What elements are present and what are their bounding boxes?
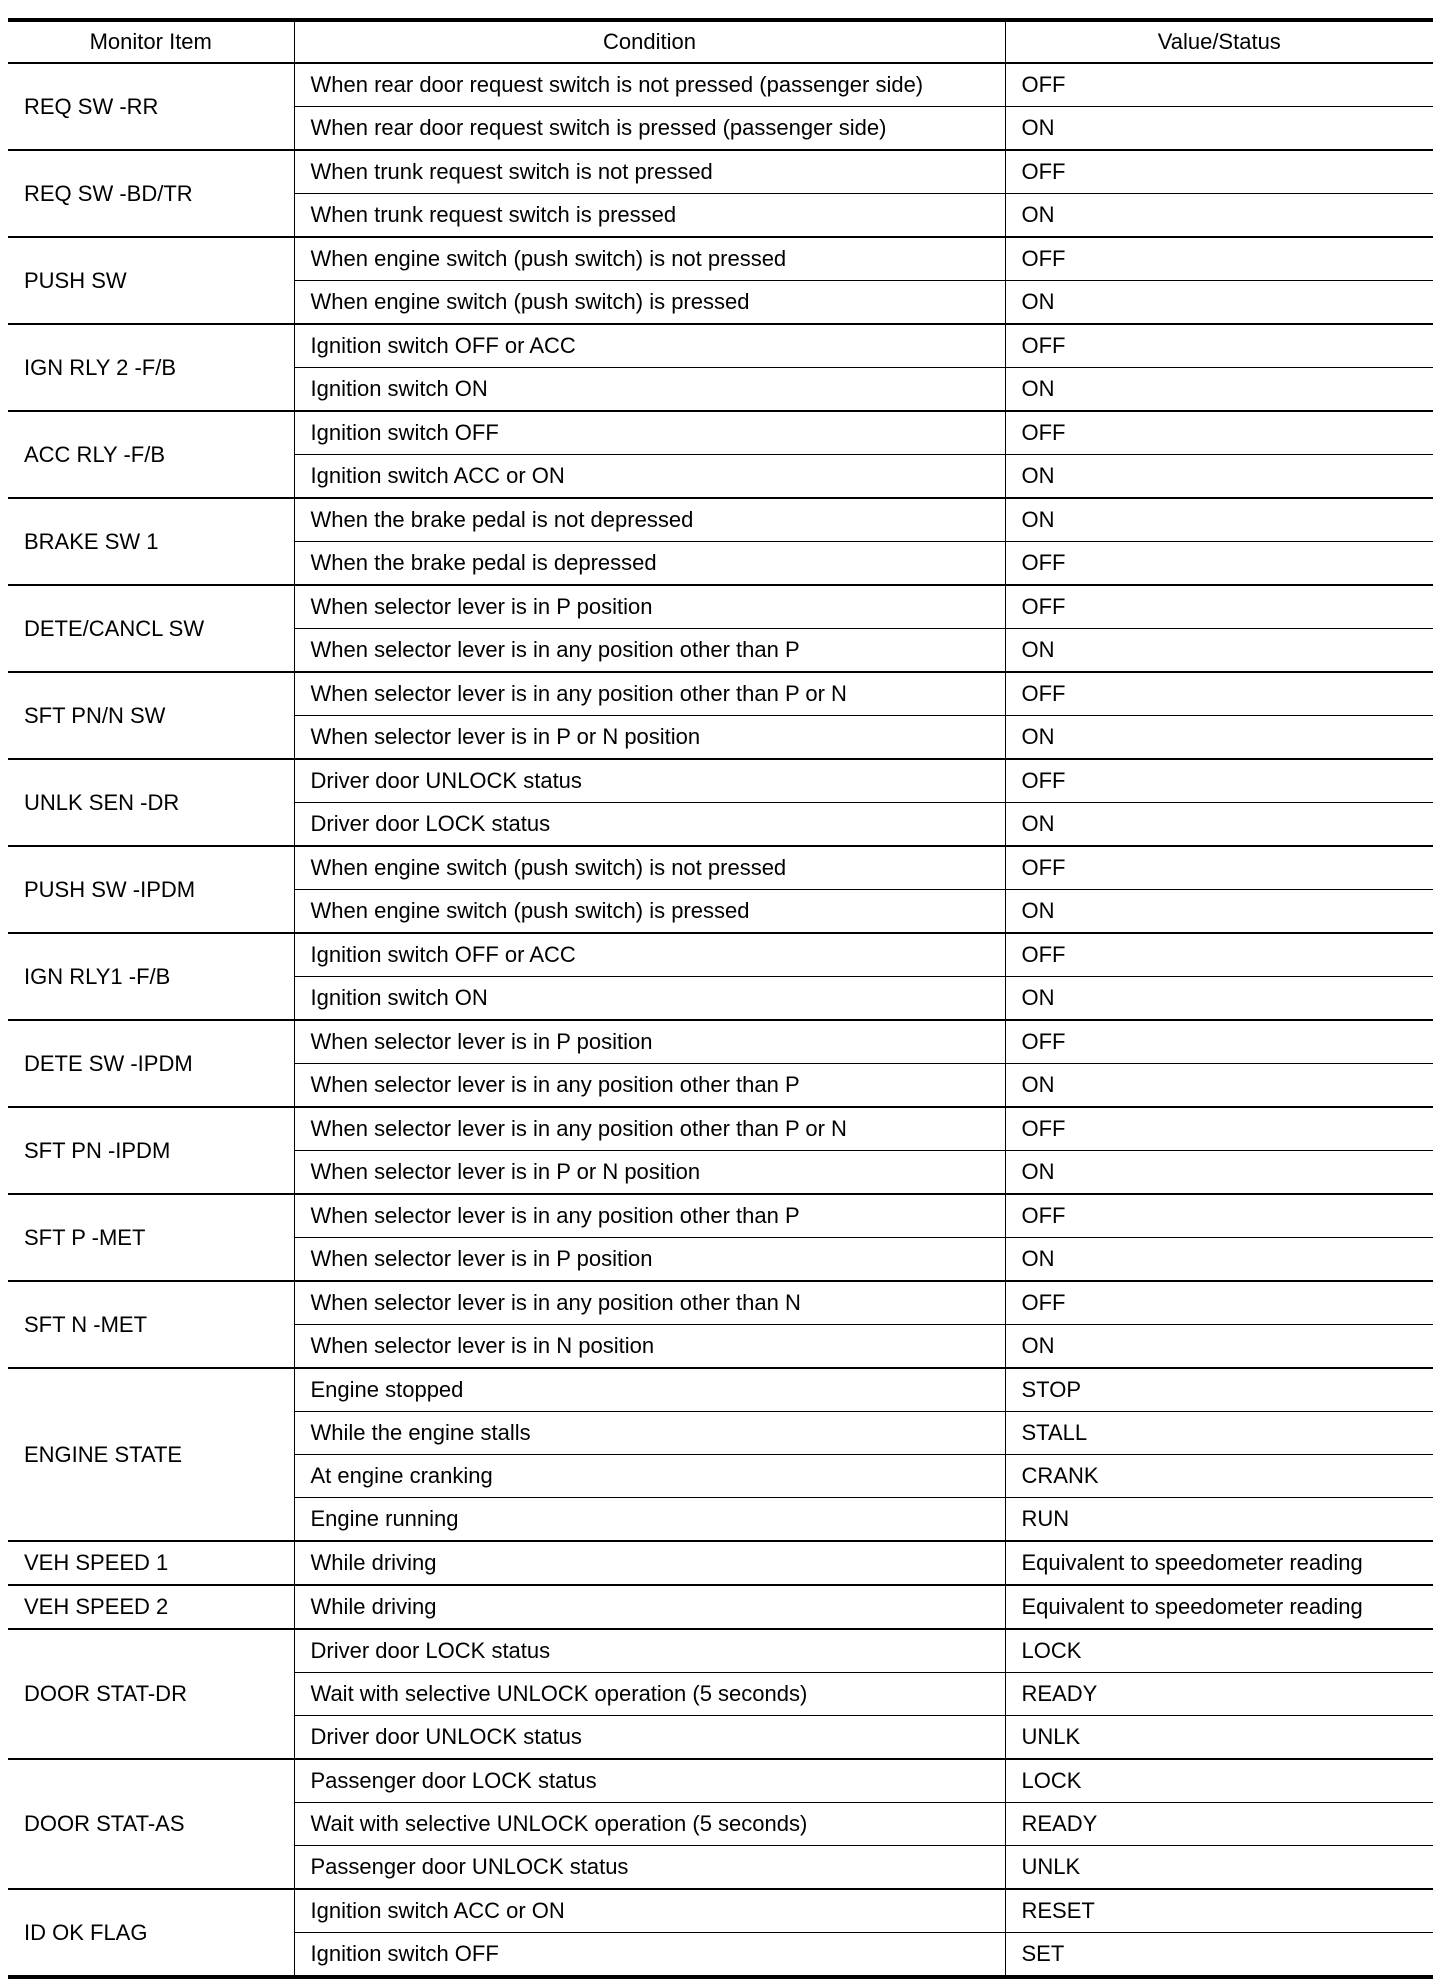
value-status-cell: UNLK [1005,1716,1433,1760]
monitor-item-cell: SFT PN/N SW [8,672,294,759]
value-status-cell: OFF [1005,411,1433,455]
value-status-cell: ON [1005,1238,1433,1282]
value-status-cell: SET [1005,1933,1433,1978]
condition-cell: When selector lever is in any position other than P or N [294,1107,1005,1151]
condition-cell: While the engine stalls [294,1412,1005,1455]
value-status-cell: RESET [1005,1889,1433,1933]
condition-cell: Driver door UNLOCK status [294,1716,1005,1760]
condition-cell: Ignition switch OFF [294,411,1005,455]
monitor-item-cell: SFT N -MET [8,1281,294,1368]
monitor-item-cell: DOOR STAT-DR [8,1629,294,1759]
table-row [8,1759,1433,1803]
monitor-item-cell: IGN RLY 2 -F/B [8,324,294,411]
condition-cell: Passenger door LOCK status [294,1759,1005,1803]
table-row [8,150,1433,194]
condition-cell: When selector lever is in any position other than P [294,629,1005,673]
value-status-cell: OFF [1005,1107,1433,1151]
condition-cell: When selector lever is in N position [294,1325,1005,1369]
table-row [8,672,1433,716]
value-status-cell: OFF [1005,672,1433,716]
condition-cell: When engine switch (push switch) is pressed [294,281,1005,325]
monitor-item-cell: ID OK FLAG [8,1889,294,1977]
value-status-cell: OFF [1005,324,1433,368]
condition-cell: When trunk request switch is pressed [294,194,1005,238]
value-status-cell: OFF [1005,542,1433,586]
table-row [8,411,1433,455]
table-row [8,324,1433,368]
monitor-item-cell: REQ SW -RR [8,63,294,150]
value-status-cell: RUN [1005,1498,1433,1542]
value-status-cell: ON [1005,1325,1433,1369]
value-status-cell: ON [1005,107,1433,151]
value-status-cell: Equivalent to speedometer reading [1005,1541,1433,1585]
condition-cell: Ignition switch ACC or ON [294,455,1005,499]
condition-cell: When rear door request switch is not pressed (passenger side) [294,63,1005,107]
value-status-cell: LOCK [1005,1759,1433,1803]
condition-cell: Ignition switch OFF or ACC [294,324,1005,368]
condition-cell: When selector lever is in any position other than N [294,1281,1005,1325]
monitor-item-cell: SFT P -MET [8,1194,294,1281]
value-status-cell: ON [1005,194,1433,238]
condition-cell: Ignition switch ACC or ON [294,1889,1005,1933]
value-status-cell: OFF [1005,759,1433,803]
monitor-item-cell: PUSH SW -IPDM [8,846,294,933]
value-status-cell: OFF [1005,585,1433,629]
table-row [8,846,1433,890]
condition-cell: Ignition switch OFF [294,1933,1005,1978]
value-status-cell: OFF [1005,237,1433,281]
table-row [8,1194,1433,1238]
monitor-item-cell: PUSH SW [8,237,294,324]
condition-cell: Passenger door UNLOCK status [294,1846,1005,1890]
condition-cell: Ignition switch ON [294,368,1005,412]
value-status-cell: LOCK [1005,1629,1433,1673]
table-row [8,1281,1433,1325]
condition-cell: Driver door LOCK status [294,1629,1005,1673]
monitor-item-cell: DETE/CANCL SW [8,585,294,672]
monitor-item-cell: BRAKE SW 1 [8,498,294,585]
value-status-cell: OFF [1005,1281,1433,1325]
table-row [8,933,1433,977]
value-status-cell: ON [1005,716,1433,760]
monitor-item-table [8,18,1433,1979]
condition-cell: When trunk request switch is not pressed [294,150,1005,194]
monitor-item-cell: UNLK SEN -DR [8,759,294,846]
header-condition: Condition [294,20,1005,63]
condition-cell: While driving [294,1541,1005,1585]
condition-cell: Driver door UNLOCK status [294,759,1005,803]
condition-cell: When selector lever is in P position [294,1020,1005,1064]
value-status-cell: ON [1005,455,1433,499]
monitor-item-cell: SFT PN -IPDM [8,1107,294,1194]
value-status-cell: ON [1005,1151,1433,1195]
value-status-cell: OFF [1005,933,1433,977]
condition-cell: At engine cranking [294,1455,1005,1498]
table-row [8,1629,1433,1673]
condition-cell: Engine stopped [294,1368,1005,1412]
condition-cell: When selector lever is in any position other than P [294,1064,1005,1108]
condition-cell: When selector lever is in any position other than P [294,1194,1005,1238]
value-status-cell: ON [1005,498,1433,542]
table-row [8,1541,1433,1585]
value-status-cell: STOP [1005,1368,1433,1412]
condition-cell: When selector lever is in any position other than P or N [294,672,1005,716]
condition-cell: When selector lever is in P position [294,1238,1005,1282]
value-status-cell: ON [1005,281,1433,325]
condition-cell: When selector lever is in P position [294,585,1005,629]
header-value-status: Value/Status [1005,20,1433,63]
monitor-item-cell: ENGINE STATE [8,1368,294,1541]
value-status-cell: OFF [1005,846,1433,890]
condition-cell: When engine switch (push switch) is not pressed [294,237,1005,281]
condition-cell: When engine switch (push switch) is not pressed [294,846,1005,890]
condition-cell: When selector lever is in P or N position [294,1151,1005,1195]
monitor-item-cell: DETE SW -IPDM [8,1020,294,1107]
condition-cell: Ignition switch ON [294,977,1005,1021]
condition-cell: When engine switch (push switch) is pressed [294,890,1005,934]
monitor-item-cell: DOOR STAT-AS [8,1759,294,1889]
table-row [8,759,1433,803]
table-row [8,498,1433,542]
value-status-cell: OFF [1005,63,1433,107]
table-row [8,1889,1433,1933]
table-row [8,237,1433,281]
value-status-cell: CRANK [1005,1455,1433,1498]
table-row [8,1020,1433,1064]
condition-cell: When rear door request switch is pressed (passenger side) [294,107,1005,151]
value-status-cell: OFF [1005,150,1433,194]
header-monitor-item: Monitor Item [8,20,294,63]
monitor-item-cell: VEH SPEED 2 [8,1585,294,1629]
value-status-cell: STALL [1005,1412,1433,1455]
condition-cell: Driver door LOCK status [294,803,1005,847]
value-status-cell: ON [1005,368,1433,412]
value-status-cell: Equivalent to speedometer reading [1005,1585,1433,1629]
value-status-cell: ON [1005,629,1433,673]
value-status-cell: OFF [1005,1020,1433,1064]
value-status-cell: READY [1005,1673,1433,1716]
condition-cell: Wait with selective UNLOCK operation (5 seconds) [294,1803,1005,1846]
value-status-cell: ON [1005,803,1433,847]
value-status-cell: READY [1005,1803,1433,1846]
table-row [8,63,1433,107]
value-status-cell: ON [1005,977,1433,1021]
value-status-cell: UNLK [1005,1846,1433,1890]
monitor-item-cell: IGN RLY1 -F/B [8,933,294,1020]
value-status-cell: OFF [1005,1194,1433,1238]
table-body [8,63,1433,1977]
table-row [8,1585,1433,1629]
condition-cell: Engine running [294,1498,1005,1542]
condition-cell: While driving [294,1585,1005,1629]
condition-cell: Ignition switch OFF or ACC [294,933,1005,977]
table-row [8,1368,1433,1412]
table-header-row [8,20,1433,63]
condition-cell: When selector lever is in P or N position [294,716,1005,760]
monitor-item-cell: REQ SW -BD/TR [8,150,294,237]
condition-cell: When the brake pedal is depressed [294,542,1005,586]
value-status-cell: ON [1005,890,1433,934]
table-row [8,585,1433,629]
condition-cell: Wait with selective UNLOCK operation (5 seconds) [294,1673,1005,1716]
monitor-item-cell: ACC RLY -F/B [8,411,294,498]
value-status-cell: ON [1005,1064,1433,1108]
table-row [8,1107,1433,1151]
monitor-item-cell: VEH SPEED 1 [8,1541,294,1585]
condition-cell: When the brake pedal is not depressed [294,498,1005,542]
